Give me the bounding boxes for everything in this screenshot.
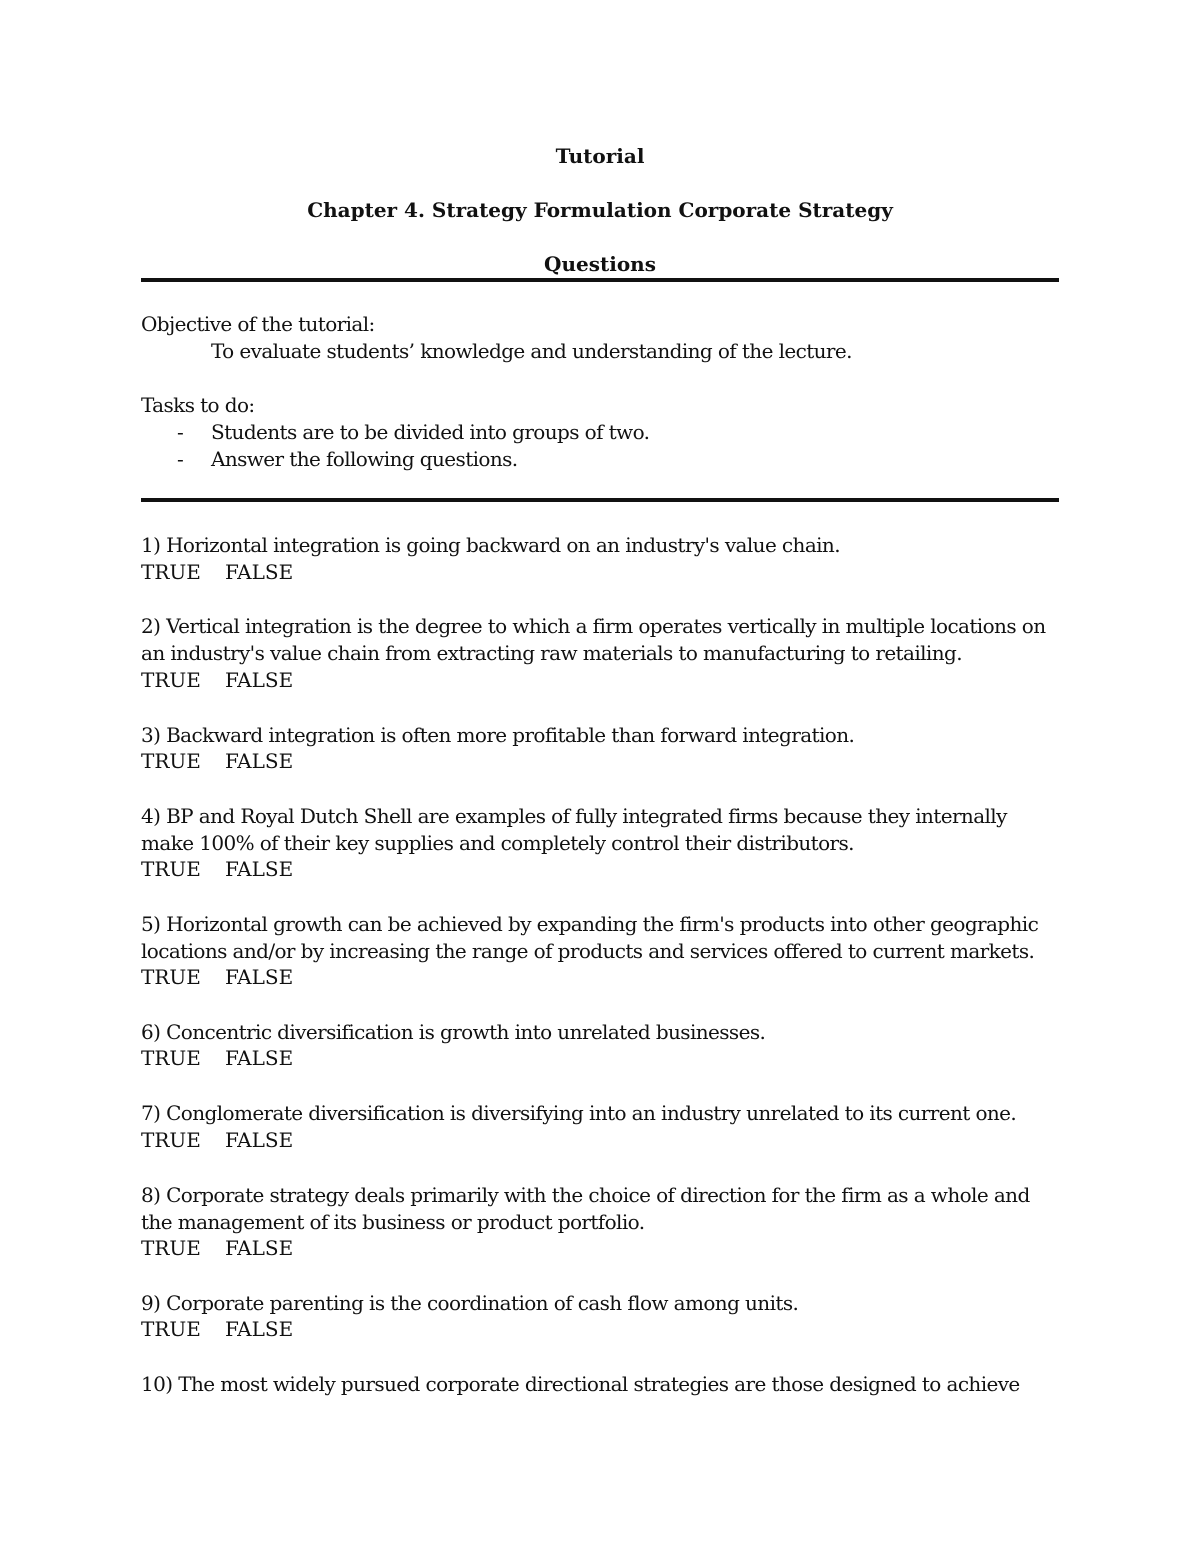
true-false-options xyxy=(141,668,293,692)
true-false-options xyxy=(141,857,293,881)
false-option[interactable]: FALSE xyxy=(225,857,294,881)
question-text: 7) Conglomerate diversification is diversifying into an industry unrelated to its current one. xyxy=(141,1101,1017,1125)
tasks-label: Tasks to do: xyxy=(141,393,255,417)
objective-label: Objective of the tutorial: xyxy=(141,312,375,336)
true-false-options xyxy=(141,1317,293,1341)
true-false-options xyxy=(141,749,293,773)
true-option[interactable]: TRUE xyxy=(141,560,201,584)
true-false-options xyxy=(141,1236,293,1260)
question-text: 6) Concentric diversification is growth into unrelated businesses. xyxy=(141,1020,766,1044)
task-item: Answer the following questions. xyxy=(211,447,518,471)
true-false-options xyxy=(141,560,293,584)
false-option[interactable]: FALSE xyxy=(225,1046,294,1070)
true-option[interactable]: TRUE xyxy=(141,1128,201,1152)
question-text: 1) Horizontal integration is going backward on an industry's value chain. xyxy=(141,533,840,557)
true-option[interactable]: TRUE xyxy=(141,1046,201,1070)
bottom-divider xyxy=(141,498,1059,502)
false-option[interactable]: FALSE xyxy=(225,1128,294,1152)
question-text: 8) Corporate strategy deals primarily with the choice of direction for the firm as a whole and the management of its business or product portfolio. xyxy=(141,1183,1030,1234)
question-text: 10) The most widely pursued corporate directional strategies are those designed to achieve xyxy=(141,1372,1020,1396)
true-false-options xyxy=(141,965,293,989)
false-option[interactable]: FALSE xyxy=(225,1236,294,1260)
section-heading: Questions xyxy=(544,252,656,276)
false-option[interactable]: FALSE xyxy=(225,1317,294,1341)
task-item: Students are to be divided into groups of two. xyxy=(211,420,650,444)
true-option[interactable]: TRUE xyxy=(141,749,201,773)
true-option[interactable]: TRUE xyxy=(141,1317,201,1341)
top-divider xyxy=(141,278,1059,282)
true-false-options xyxy=(141,1128,293,1152)
false-option[interactable]: FALSE xyxy=(225,965,294,989)
document-title: Tutorial xyxy=(555,144,645,168)
task-bullet: - xyxy=(177,447,184,471)
task-bullet: - xyxy=(177,420,184,444)
question-text: 2) Vertical integration is the degree to which a firm operates vertically in multiple locations on an industry's value chain from extracting raw materials to manufacturing to retailing. xyxy=(141,614,1046,665)
objective-text: To evaluate students’ knowledge and understanding of the lecture. xyxy=(211,339,852,363)
question-text: 9) Corporate parenting is the coordination of cash flow among units. xyxy=(141,1291,799,1315)
chapter-heading: Chapter 4. Strategy Formulation Corporate Strategy xyxy=(307,198,893,222)
true-option[interactable]: TRUE xyxy=(141,965,201,989)
true-option[interactable]: TRUE xyxy=(141,668,201,692)
false-option[interactable]: FALSE xyxy=(225,668,294,692)
question-text: 5) Horizontal growth can be achieved by expanding the firm's products into other geographic locations and/or by increasing the range of products and services offered to current markets. xyxy=(141,912,1039,963)
question-text: 3) Backward integration is often more profitable than forward integration. xyxy=(141,723,855,747)
false-option[interactable]: FALSE xyxy=(225,749,294,773)
true-false-options xyxy=(141,1046,293,1070)
true-option[interactable]: TRUE xyxy=(141,1236,201,1260)
false-option[interactable]: FALSE xyxy=(225,560,294,584)
true-option[interactable]: TRUE xyxy=(141,857,201,881)
question-text: 4) BP and Royal Dutch Shell are examples of fully integrated firms because they internally make 100% of their key supplies and completely control their distributors. xyxy=(141,804,1007,855)
